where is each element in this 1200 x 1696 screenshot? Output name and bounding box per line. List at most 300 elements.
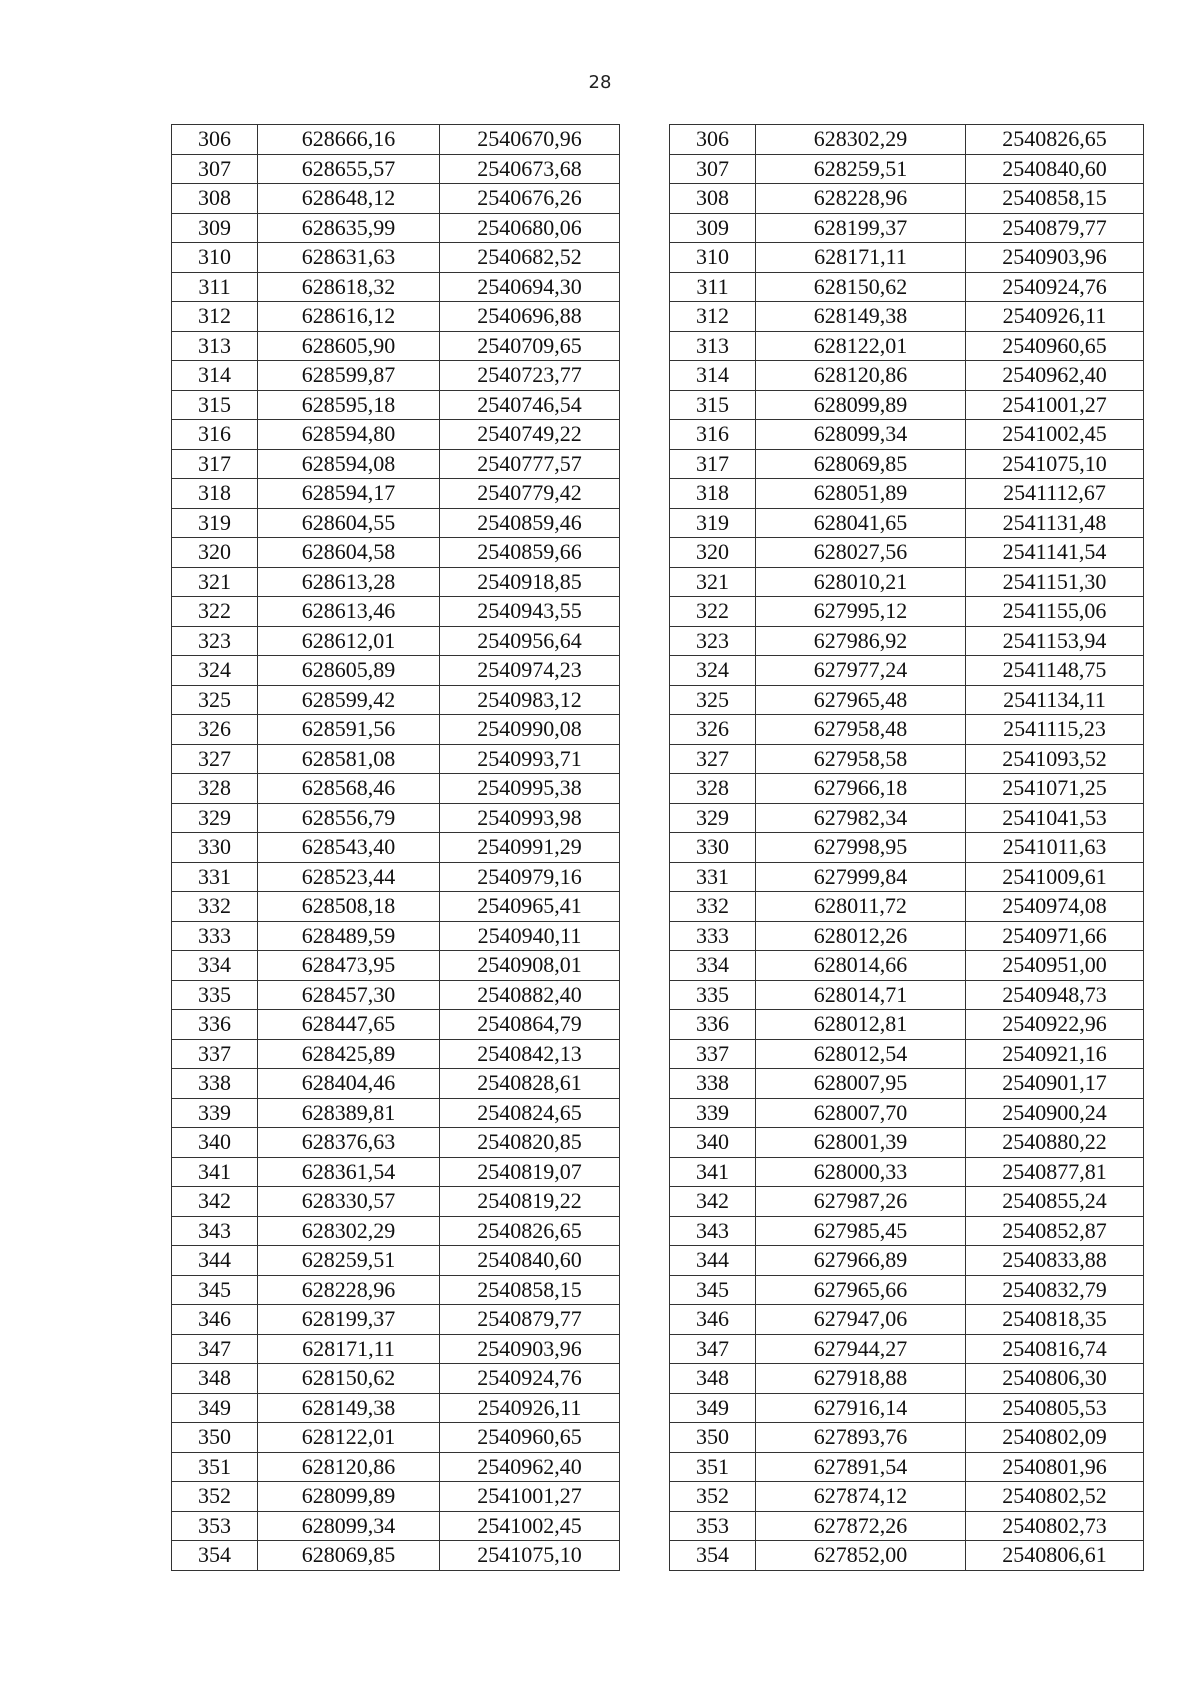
right-point-number: 344	[670, 1246, 756, 1276]
right-x-coordinate: 628012,81	[756, 1010, 966, 1040]
left-y-coordinate: 2541001,27	[440, 1482, 620, 1512]
left-point-number: 353	[172, 1511, 258, 1541]
left-point-number: 346	[172, 1305, 258, 1335]
right-x-coordinate: 628228,96	[756, 184, 966, 214]
table-row	[172, 479, 1144, 509]
right-x-coordinate: 628014,71	[756, 980, 966, 1010]
left-x-coordinate: 628302,29	[258, 1216, 440, 1246]
left-point-number: 331	[172, 862, 258, 892]
gap-cell	[620, 213, 670, 243]
left-y-coordinate: 2540840,60	[440, 1246, 620, 1276]
right-x-coordinate: 627958,48	[756, 715, 966, 745]
right-x-coordinate: 627999,84	[756, 862, 966, 892]
table-row	[172, 1305, 1144, 1335]
left-point-number: 351	[172, 1452, 258, 1482]
right-point-number: 309	[670, 213, 756, 243]
right-point-number: 348	[670, 1364, 756, 1394]
left-point-number: 328	[172, 774, 258, 804]
left-y-coordinate: 2540819,07	[440, 1157, 620, 1187]
right-point-number: 306	[670, 125, 756, 155]
left-x-coordinate: 628599,42	[258, 685, 440, 715]
right-y-coordinate: 2541131,48	[966, 508, 1144, 538]
table-row	[172, 774, 1144, 804]
left-y-coordinate: 2540819,22	[440, 1187, 620, 1217]
right-y-coordinate: 2541153,94	[966, 626, 1144, 656]
right-y-coordinate: 2540962,40	[966, 361, 1144, 391]
left-y-coordinate: 2540682,52	[440, 243, 620, 273]
left-point-number: 348	[172, 1364, 258, 1394]
right-point-number: 333	[670, 921, 756, 951]
right-y-coordinate: 2540806,61	[966, 1541, 1144, 1571]
table-row	[172, 154, 1144, 184]
right-x-coordinate: 628199,37	[756, 213, 966, 243]
right-point-number: 352	[670, 1482, 756, 1512]
table-row	[172, 656, 1144, 686]
right-point-number: 340	[670, 1128, 756, 1158]
left-x-coordinate: 628361,54	[258, 1157, 440, 1187]
table-row	[172, 125, 1144, 155]
gap-cell	[620, 833, 670, 863]
left-y-coordinate: 2540680,06	[440, 213, 620, 243]
right-x-coordinate: 628007,95	[756, 1069, 966, 1099]
left-x-coordinate: 628069,85	[258, 1541, 440, 1571]
left-y-coordinate: 2540826,65	[440, 1216, 620, 1246]
gap-cell	[620, 1010, 670, 1040]
gap-cell	[620, 1275, 670, 1305]
left-y-coordinate: 2540749,22	[440, 420, 620, 450]
gap-cell	[620, 538, 670, 568]
right-point-number: 311	[670, 272, 756, 302]
left-x-coordinate: 628199,37	[258, 1305, 440, 1335]
left-x-coordinate: 628489,59	[258, 921, 440, 951]
right-y-coordinate: 2540879,77	[966, 213, 1144, 243]
left-y-coordinate: 2541075,10	[440, 1541, 620, 1571]
left-y-coordinate: 2540864,79	[440, 1010, 620, 1040]
left-x-coordinate: 628473,95	[258, 951, 440, 981]
right-x-coordinate: 627947,06	[756, 1305, 966, 1335]
right-x-coordinate: 627944,27	[756, 1334, 966, 1364]
right-point-number: 346	[670, 1305, 756, 1335]
left-x-coordinate: 628457,30	[258, 980, 440, 1010]
table-row	[172, 1246, 1144, 1276]
table-row	[172, 331, 1144, 361]
table-row	[172, 1157, 1144, 1187]
right-y-coordinate: 2540960,65	[966, 331, 1144, 361]
right-y-coordinate: 2541112,67	[966, 479, 1144, 509]
right-point-number: 313	[670, 331, 756, 361]
left-point-number: 349	[172, 1393, 258, 1423]
right-point-number: 351	[670, 1452, 756, 1482]
left-y-coordinate: 2540956,64	[440, 626, 620, 656]
right-y-coordinate: 2540971,66	[966, 921, 1144, 951]
gap-cell	[620, 390, 670, 420]
table-row	[172, 715, 1144, 745]
left-y-coordinate: 2540820,85	[440, 1128, 620, 1158]
gap-cell	[620, 1216, 670, 1246]
right-point-number: 332	[670, 892, 756, 922]
right-x-coordinate: 628069,85	[756, 449, 966, 479]
right-x-coordinate: 628001,39	[756, 1128, 966, 1158]
right-point-number: 338	[670, 1069, 756, 1099]
left-point-number: 333	[172, 921, 258, 951]
table-row	[172, 1216, 1144, 1246]
table-row	[172, 1482, 1144, 1512]
left-y-coordinate: 2541002,45	[440, 1511, 620, 1541]
table-row	[172, 1334, 1144, 1364]
right-y-coordinate: 2540903,96	[966, 243, 1144, 273]
gap-cell	[620, 626, 670, 656]
right-y-coordinate: 2541155,06	[966, 597, 1144, 627]
right-x-coordinate: 628302,29	[756, 125, 966, 155]
right-point-number: 307	[670, 154, 756, 184]
right-point-number: 341	[670, 1157, 756, 1187]
right-point-number: 354	[670, 1541, 756, 1571]
gap-cell	[620, 803, 670, 833]
left-x-coordinate: 628648,12	[258, 184, 440, 214]
left-point-number: 347	[172, 1334, 258, 1364]
right-x-coordinate: 628012,54	[756, 1039, 966, 1069]
right-y-coordinate: 2541041,53	[966, 803, 1144, 833]
right-x-coordinate: 628051,89	[756, 479, 966, 509]
left-point-number: 326	[172, 715, 258, 745]
left-y-coordinate: 2540824,65	[440, 1098, 620, 1128]
left-y-coordinate: 2540962,40	[440, 1452, 620, 1482]
right-point-number: 319	[670, 508, 756, 538]
left-x-coordinate: 628605,90	[258, 331, 440, 361]
table-row	[172, 1098, 1144, 1128]
right-point-number: 320	[670, 538, 756, 568]
left-y-coordinate: 2540709,65	[440, 331, 620, 361]
right-x-coordinate: 628010,21	[756, 567, 966, 597]
right-x-coordinate: 627987,26	[756, 1187, 966, 1217]
gap-cell	[620, 744, 670, 774]
right-point-number: 337	[670, 1039, 756, 1069]
left-y-coordinate: 2540723,77	[440, 361, 620, 391]
right-x-coordinate: 627977,24	[756, 656, 966, 686]
table-row	[172, 390, 1144, 420]
right-y-coordinate: 2540818,35	[966, 1305, 1144, 1335]
right-point-number: 312	[670, 302, 756, 332]
table-row	[172, 213, 1144, 243]
left-x-coordinate: 628613,28	[258, 567, 440, 597]
gap-cell	[620, 302, 670, 332]
right-point-number: 317	[670, 449, 756, 479]
right-y-coordinate: 2541141,54	[966, 538, 1144, 568]
right-point-number: 345	[670, 1275, 756, 1305]
right-y-coordinate: 2541001,27	[966, 390, 1144, 420]
left-point-number: 312	[172, 302, 258, 332]
page-number: 28	[588, 72, 612, 93]
right-x-coordinate: 627958,58	[756, 744, 966, 774]
left-point-number: 345	[172, 1275, 258, 1305]
gap-cell	[620, 508, 670, 538]
right-y-coordinate: 2540948,73	[966, 980, 1144, 1010]
left-x-coordinate: 628228,96	[258, 1275, 440, 1305]
table-row	[172, 420, 1144, 450]
right-x-coordinate: 628014,66	[756, 951, 966, 981]
right-x-coordinate: 627995,12	[756, 597, 966, 627]
left-y-coordinate: 2540859,66	[440, 538, 620, 568]
right-y-coordinate: 2540922,96	[966, 1010, 1144, 1040]
left-point-number: 336	[172, 1010, 258, 1040]
left-x-coordinate: 628604,55	[258, 508, 440, 538]
gap-cell	[620, 331, 670, 361]
left-y-coordinate: 2540746,54	[440, 390, 620, 420]
gap-cell	[620, 862, 670, 892]
right-point-number: 316	[670, 420, 756, 450]
right-y-coordinate: 2540858,15	[966, 184, 1144, 214]
left-x-coordinate: 628543,40	[258, 833, 440, 863]
left-y-coordinate: 2540943,55	[440, 597, 620, 627]
table-row	[172, 184, 1144, 214]
right-y-coordinate: 2540855,24	[966, 1187, 1144, 1217]
left-point-number: 354	[172, 1541, 258, 1571]
left-point-number: 318	[172, 479, 258, 509]
table-row	[172, 1541, 1144, 1571]
right-x-coordinate: 628007,70	[756, 1098, 966, 1128]
gap-cell	[620, 272, 670, 302]
right-point-number: 330	[670, 833, 756, 863]
left-x-coordinate: 628404,46	[258, 1069, 440, 1099]
right-point-number: 321	[670, 567, 756, 597]
left-point-number: 339	[172, 1098, 258, 1128]
right-x-coordinate: 628000,33	[756, 1157, 966, 1187]
left-y-coordinate: 2540995,38	[440, 774, 620, 804]
gap-cell	[620, 479, 670, 509]
table-row	[172, 508, 1144, 538]
table-row	[172, 833, 1144, 863]
right-y-coordinate: 2540880,22	[966, 1128, 1144, 1158]
left-x-coordinate: 628605,89	[258, 656, 440, 686]
left-x-coordinate: 628581,08	[258, 744, 440, 774]
left-y-coordinate: 2540858,15	[440, 1275, 620, 1305]
left-y-coordinate: 2540974,23	[440, 656, 620, 686]
right-x-coordinate: 627982,34	[756, 803, 966, 833]
table-row	[172, 538, 1144, 568]
left-y-coordinate: 2540903,96	[440, 1334, 620, 1364]
right-x-coordinate: 627874,12	[756, 1482, 966, 1512]
table-row	[172, 1452, 1144, 1482]
right-y-coordinate: 2541011,63	[966, 833, 1144, 863]
right-point-number: 324	[670, 656, 756, 686]
left-x-coordinate: 628599,87	[258, 361, 440, 391]
left-x-coordinate: 628099,34	[258, 1511, 440, 1541]
right-y-coordinate: 2540805,53	[966, 1393, 1144, 1423]
gap-cell	[620, 980, 670, 1010]
gap-cell	[620, 1305, 670, 1335]
left-point-number: 317	[172, 449, 258, 479]
right-y-coordinate: 2541093,52	[966, 744, 1144, 774]
left-point-number: 325	[172, 685, 258, 715]
gap-cell	[620, 1098, 670, 1128]
left-x-coordinate: 628635,99	[258, 213, 440, 243]
right-y-coordinate: 2540832,79	[966, 1275, 1144, 1305]
right-point-number: 342	[670, 1187, 756, 1217]
table-row	[172, 685, 1144, 715]
left-point-number: 316	[172, 420, 258, 450]
table-row	[172, 951, 1144, 981]
right-y-coordinate: 2540974,08	[966, 892, 1144, 922]
left-y-coordinate: 2540779,42	[440, 479, 620, 509]
table-row	[172, 1128, 1144, 1158]
left-x-coordinate: 628330,57	[258, 1187, 440, 1217]
gap-cell	[620, 184, 670, 214]
left-y-coordinate: 2540908,01	[440, 951, 620, 981]
left-x-coordinate: 628612,01	[258, 626, 440, 656]
right-x-coordinate: 627965,48	[756, 685, 966, 715]
right-y-coordinate: 2540877,81	[966, 1157, 1144, 1187]
right-y-coordinate: 2540833,88	[966, 1246, 1144, 1276]
left-y-coordinate: 2540670,96	[440, 125, 620, 155]
left-y-coordinate: 2540879,77	[440, 1305, 620, 1335]
left-y-coordinate: 2540993,71	[440, 744, 620, 774]
left-y-coordinate: 2540842,13	[440, 1039, 620, 1069]
right-x-coordinate: 627966,18	[756, 774, 966, 804]
right-y-coordinate: 2541148,75	[966, 656, 1144, 686]
left-point-number: 337	[172, 1039, 258, 1069]
left-point-number: 341	[172, 1157, 258, 1187]
table-row	[172, 597, 1144, 627]
gap-cell	[620, 1364, 670, 1394]
left-point-number: 332	[172, 892, 258, 922]
left-y-coordinate: 2540777,57	[440, 449, 620, 479]
table-row	[172, 980, 1144, 1010]
right-point-number: 336	[670, 1010, 756, 1040]
left-point-number: 344	[172, 1246, 258, 1276]
gap-cell	[620, 656, 670, 686]
left-x-coordinate: 628594,80	[258, 420, 440, 450]
right-y-coordinate: 2540802,73	[966, 1511, 1144, 1541]
left-point-number: 311	[172, 272, 258, 302]
left-y-coordinate: 2540673,68	[440, 154, 620, 184]
left-y-coordinate: 2540991,29	[440, 833, 620, 863]
left-x-coordinate: 628099,89	[258, 1482, 440, 1512]
right-point-number: 353	[670, 1511, 756, 1541]
left-x-coordinate: 628149,38	[258, 1393, 440, 1423]
gap-cell	[620, 597, 670, 627]
table-row	[172, 567, 1144, 597]
left-point-number: 308	[172, 184, 258, 214]
left-y-coordinate: 2540965,41	[440, 892, 620, 922]
right-y-coordinate: 2540840,60	[966, 154, 1144, 184]
gap-cell	[620, 951, 670, 981]
gap-cell	[620, 1541, 670, 1571]
left-y-coordinate: 2540918,85	[440, 567, 620, 597]
left-x-coordinate: 628447,65	[258, 1010, 440, 1040]
right-point-number: 322	[670, 597, 756, 627]
right-point-number: 314	[670, 361, 756, 391]
left-y-coordinate: 2540960,65	[440, 1423, 620, 1453]
left-point-number: 340	[172, 1128, 258, 1158]
left-point-number: 321	[172, 567, 258, 597]
gap-cell	[620, 1157, 670, 1187]
gap-cell	[620, 1482, 670, 1512]
left-x-coordinate: 628613,46	[258, 597, 440, 627]
gap-cell	[620, 921, 670, 951]
gap-cell	[620, 1452, 670, 1482]
table-row	[172, 1364, 1144, 1394]
right-point-number: 315	[670, 390, 756, 420]
right-x-coordinate: 627966,89	[756, 1246, 966, 1276]
table-row	[172, 449, 1144, 479]
gap-cell	[620, 1393, 670, 1423]
gap-cell	[620, 361, 670, 391]
table-row	[172, 803, 1144, 833]
left-x-coordinate: 628508,18	[258, 892, 440, 922]
left-point-number: 314	[172, 361, 258, 391]
left-point-number: 335	[172, 980, 258, 1010]
right-y-coordinate: 2540901,17	[966, 1069, 1144, 1099]
right-y-coordinate: 2540900,24	[966, 1098, 1144, 1128]
right-x-coordinate: 627852,00	[756, 1541, 966, 1571]
right-point-number: 335	[670, 980, 756, 1010]
right-y-coordinate: 2541134,11	[966, 685, 1144, 715]
gap-cell	[620, 774, 670, 804]
gap-cell	[620, 154, 670, 184]
left-y-coordinate: 2540940,11	[440, 921, 620, 951]
left-y-coordinate: 2540993,98	[440, 803, 620, 833]
left-x-coordinate: 628120,86	[258, 1452, 440, 1482]
right-x-coordinate: 627893,76	[756, 1423, 966, 1453]
right-y-coordinate: 2540951,00	[966, 951, 1144, 981]
right-x-coordinate: 627986,92	[756, 626, 966, 656]
gap-cell	[620, 125, 670, 155]
gap-cell	[620, 1334, 670, 1364]
right-x-coordinate: 628120,86	[756, 361, 966, 391]
gap-cell	[620, 685, 670, 715]
table-row	[172, 892, 1144, 922]
table-row	[172, 1423, 1144, 1453]
left-y-coordinate: 2540979,16	[440, 862, 620, 892]
left-y-coordinate: 2540924,76	[440, 1364, 620, 1394]
left-point-number: 329	[172, 803, 258, 833]
right-point-number: 343	[670, 1216, 756, 1246]
right-x-coordinate: 628027,56	[756, 538, 966, 568]
table-row	[172, 921, 1144, 951]
table-row	[172, 1187, 1144, 1217]
right-x-coordinate: 627891,54	[756, 1452, 966, 1482]
gap-cell	[620, 449, 670, 479]
left-x-coordinate: 628604,58	[258, 538, 440, 568]
left-x-coordinate: 628666,16	[258, 125, 440, 155]
right-point-number: 349	[670, 1393, 756, 1423]
right-y-coordinate: 2540801,96	[966, 1452, 1144, 1482]
right-point-number: 323	[670, 626, 756, 656]
left-point-number: 307	[172, 154, 258, 184]
gap-cell	[620, 1246, 670, 1276]
table-row	[172, 1275, 1144, 1305]
right-point-number: 339	[670, 1098, 756, 1128]
right-x-coordinate: 627998,95	[756, 833, 966, 863]
right-x-coordinate: 628259,51	[756, 154, 966, 184]
left-point-number: 313	[172, 331, 258, 361]
right-point-number: 318	[670, 479, 756, 509]
left-point-number: 342	[172, 1187, 258, 1217]
table-row	[172, 1010, 1144, 1040]
left-point-number: 323	[172, 626, 258, 656]
left-x-coordinate: 628631,63	[258, 243, 440, 273]
right-point-number: 325	[670, 685, 756, 715]
right-y-coordinate: 2541115,23	[966, 715, 1144, 745]
left-x-coordinate: 628618,32	[258, 272, 440, 302]
right-x-coordinate: 628099,34	[756, 420, 966, 450]
right-y-coordinate: 2541071,25	[966, 774, 1144, 804]
right-point-number: 327	[670, 744, 756, 774]
left-point-number: 309	[172, 213, 258, 243]
left-y-coordinate: 2540676,26	[440, 184, 620, 214]
right-point-number: 326	[670, 715, 756, 745]
left-x-coordinate: 628389,81	[258, 1098, 440, 1128]
